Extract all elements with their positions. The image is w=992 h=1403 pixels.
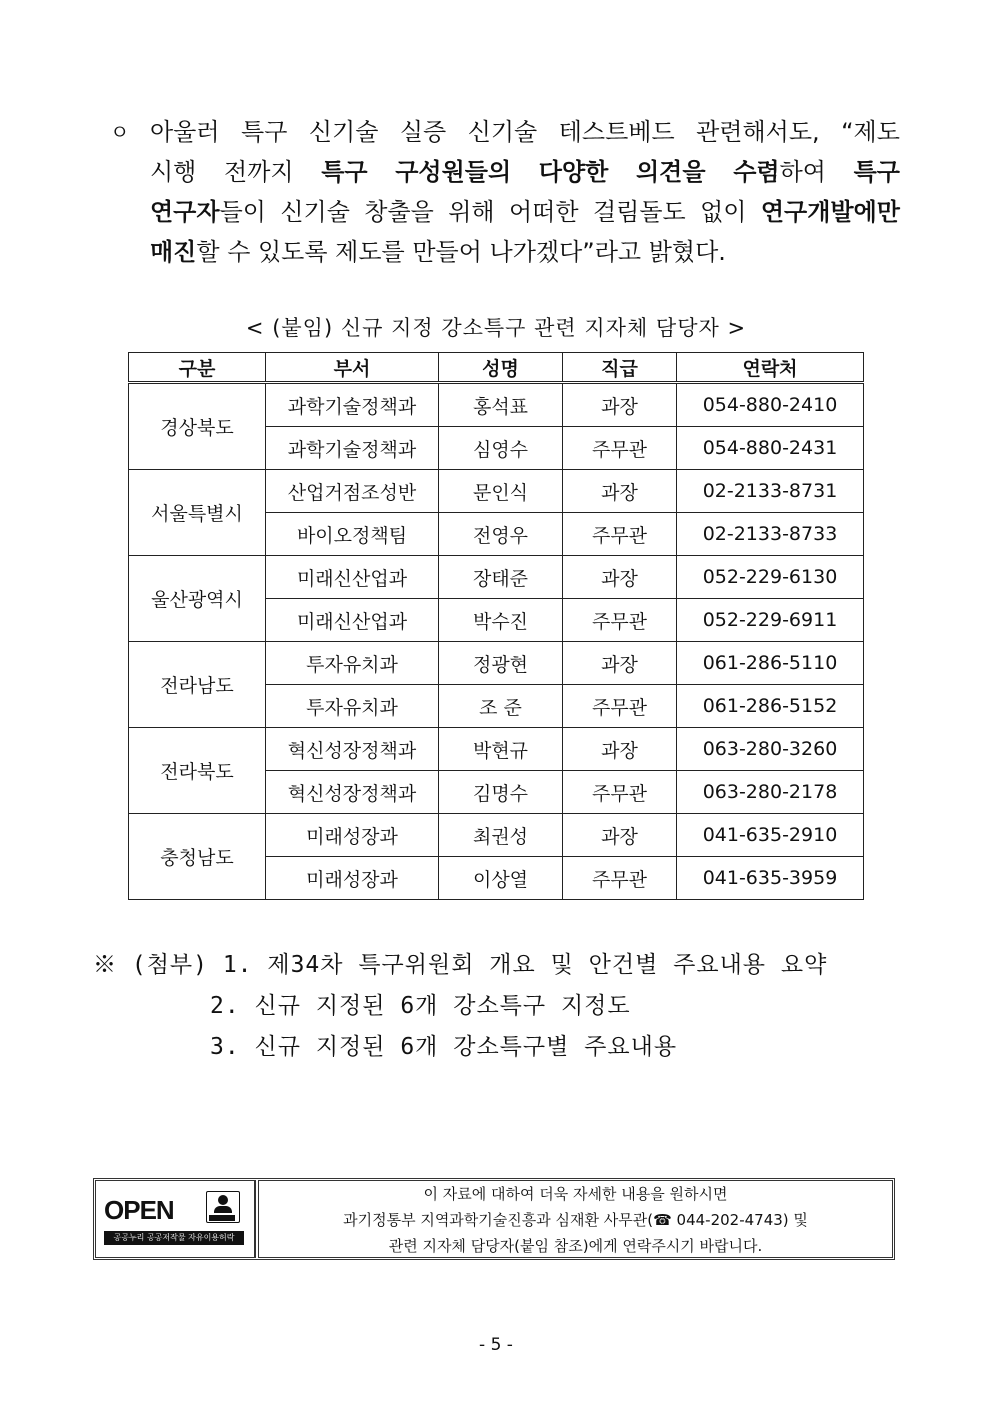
dept-cell: 투자유치과 [266, 685, 439, 728]
rank-cell: 주무관 [563, 599, 677, 642]
contact-cell: 054-880-2410 [677, 383, 864, 427]
word: “제도 [841, 118, 900, 146]
dept-cell: 미래성장과 [266, 814, 439, 857]
table-row [129, 814, 864, 857]
word: 특구 [241, 118, 288, 146]
name-cell: 최권성 [439, 814, 563, 857]
word: 하여 [779, 158, 826, 186]
dept-cell: 미래성장과 [266, 857, 439, 900]
header-contact: 연락처 [677, 353, 864, 383]
bold-word: 연구개발에만 [760, 198, 900, 226]
contact-cell: 052-229-6911 [677, 599, 864, 642]
paragraph-line-2 [150, 152, 900, 192]
contact-cell: 063-280-3260 [677, 728, 864, 771]
name-cell: 박현규 [439, 728, 563, 771]
footer-line: 과기정통부 지역과학기술진흥과 심재환 사무관(☎ 044-202-4743) 및 [343, 1211, 808, 1229]
attachments-list [93, 945, 827, 1068]
table-header-row [129, 353, 864, 383]
word: 관련해서도, [696, 118, 820, 146]
word: 위해 [448, 198, 495, 226]
logo-strip: 공공누리 공공저작물 자유이용허락 [104, 1231, 244, 1245]
bold-word: 매진 [150, 238, 197, 266]
region-cell: 전라남도 [129, 642, 266, 728]
word: 시행 [150, 158, 197, 186]
rank-cell: 주무관 [563, 857, 677, 900]
dept-cell: 과학기술정책과 [266, 383, 439, 427]
header-rank: 직급 [563, 353, 677, 383]
rank-cell: 과장 [563, 470, 677, 513]
bold-word: 연구자 [150, 198, 220, 226]
table-row [129, 383, 864, 427]
contact-cell: 054-880-2431 [677, 427, 864, 470]
paragraph-line-3 [150, 192, 900, 232]
contacts-table [128, 352, 864, 900]
header-dept: 부서 [266, 353, 439, 383]
table-row [129, 556, 864, 599]
body-paragraph [110, 112, 900, 272]
attribution-icon [206, 1191, 240, 1223]
word: 없이 [700, 198, 747, 226]
word: 신기술 [280, 198, 350, 226]
contact-cell: 052-229-6130 [677, 556, 864, 599]
paragraph-line-1 [150, 112, 900, 152]
word: 걸림돌도 [592, 198, 686, 226]
name-cell: 문인식 [439, 470, 563, 513]
word: 신기술 [467, 118, 538, 146]
word: 전까지 [224, 158, 294, 186]
contact-cell: 041-635-2910 [677, 814, 864, 857]
rank-cell: 과장 [563, 383, 677, 427]
name-cell: 박수진 [439, 599, 563, 642]
header-name: 성명 [439, 353, 563, 383]
rank-cell: 주무관 [563, 771, 677, 814]
page-number: - 5 - [479, 1335, 513, 1355]
word-group [733, 152, 826, 192]
dept-cell: 산업거점조성반 [266, 470, 439, 513]
table-caption: < (붙임) 신규 지정 강소특구 관련 지자체 담당자 > [245, 316, 747, 340]
logo-open-text: OPEN [104, 1195, 174, 1225]
region-cell: 충청남도 [129, 814, 266, 900]
rank-cell: 과장 [563, 728, 677, 771]
dept-cell: 바이오정책팀 [266, 513, 439, 556]
dept-cell: 혁신성장정책과 [266, 771, 439, 814]
name-cell: 정광현 [439, 642, 563, 685]
table-row [129, 728, 864, 771]
name-cell: 장태준 [439, 556, 563, 599]
word: 어떠한 [509, 198, 579, 226]
kogl-open-logo [96, 1181, 255, 1257]
footer-notice [93, 1178, 895, 1260]
word-group [150, 192, 266, 232]
bold-word: 구성원들의 [395, 158, 512, 186]
dept-cell: 미래신산업과 [266, 599, 439, 642]
bold-word: 수렴 [733, 158, 780, 186]
dept-cell: 투자유치과 [266, 642, 439, 685]
dept-cell: 미래신산업과 [266, 556, 439, 599]
region-cell: 경상북도 [129, 383, 266, 470]
attachment-item: 3. 신규 지정된 6개 강소특구별 주요내용 [210, 1034, 678, 1060]
region-cell: 서울특별시 [129, 470, 266, 556]
name-cell: 김명수 [439, 771, 563, 814]
dept-cell: 혁신성장정책과 [266, 728, 439, 771]
bold-word: 다양한 [538, 158, 609, 186]
word: 실증 [399, 118, 447, 146]
word: 아울러 [150, 118, 220, 146]
footer-line: 관련 지자체 담당자(붙임 참조)에게 연락주시기 바랍니다. [388, 1237, 763, 1255]
bold-word: 특구 [853, 158, 900, 186]
name-cell: 조 준 [439, 685, 563, 728]
contact-cell: 061-286-5110 [677, 642, 864, 685]
rank-cell: 과장 [563, 814, 677, 857]
rank-cell: 주무관 [563, 513, 677, 556]
bold-word: 특구 [321, 158, 368, 186]
footer-line: 이 자료에 대하여 더욱 자세한 내용을 원하시면 [423, 1185, 728, 1203]
attachment-item: ※ (첨부) 1. 제34차 특구위원회 개요 및 안건별 주요내용 요약 [93, 952, 828, 978]
word: 신기술 [308, 118, 379, 146]
contact-cell: 041-635-3959 [677, 857, 864, 900]
attachment-item: 2. 신규 지정된 6개 강소특구 지정도 [210, 993, 631, 1019]
word: 창출을 [364, 198, 434, 226]
word: 들이 [219, 198, 266, 226]
table-row [129, 470, 864, 513]
name-cell: 심영수 [439, 427, 563, 470]
name-cell: 전영우 [439, 513, 563, 556]
rank-cell: 과장 [563, 642, 677, 685]
header-region: 구분 [129, 353, 266, 383]
contact-cell: 063-280-2178 [677, 771, 864, 814]
dept-cell: 과학기술정책과 [266, 427, 439, 470]
word: 테스트베드 [558, 118, 675, 146]
rank-cell: 과장 [563, 556, 677, 599]
region-cell: 울산광역시 [129, 556, 266, 642]
table-row [129, 642, 864, 685]
contact-cell: 061-286-5152 [677, 685, 864, 728]
bullet-marker: ㅇ [110, 120, 130, 144]
contact-cell: 02-2133-8733 [677, 513, 864, 556]
name-cell: 이상열 [439, 857, 563, 900]
paragraph-line-4 [150, 232, 900, 272]
contact-cell: 02-2133-8731 [677, 470, 864, 513]
word: 할 수 있도록 제도를 만들어 나가겠다”라고 밝혔다. [196, 238, 726, 266]
name-cell: 홍석표 [439, 383, 563, 427]
rank-cell: 주무관 [563, 427, 677, 470]
rank-cell: 주무관 [563, 685, 677, 728]
footer-contact-text [259, 1181, 892, 1257]
region-cell: 전라북도 [129, 728, 266, 814]
bold-word: 의견을 [636, 158, 706, 186]
